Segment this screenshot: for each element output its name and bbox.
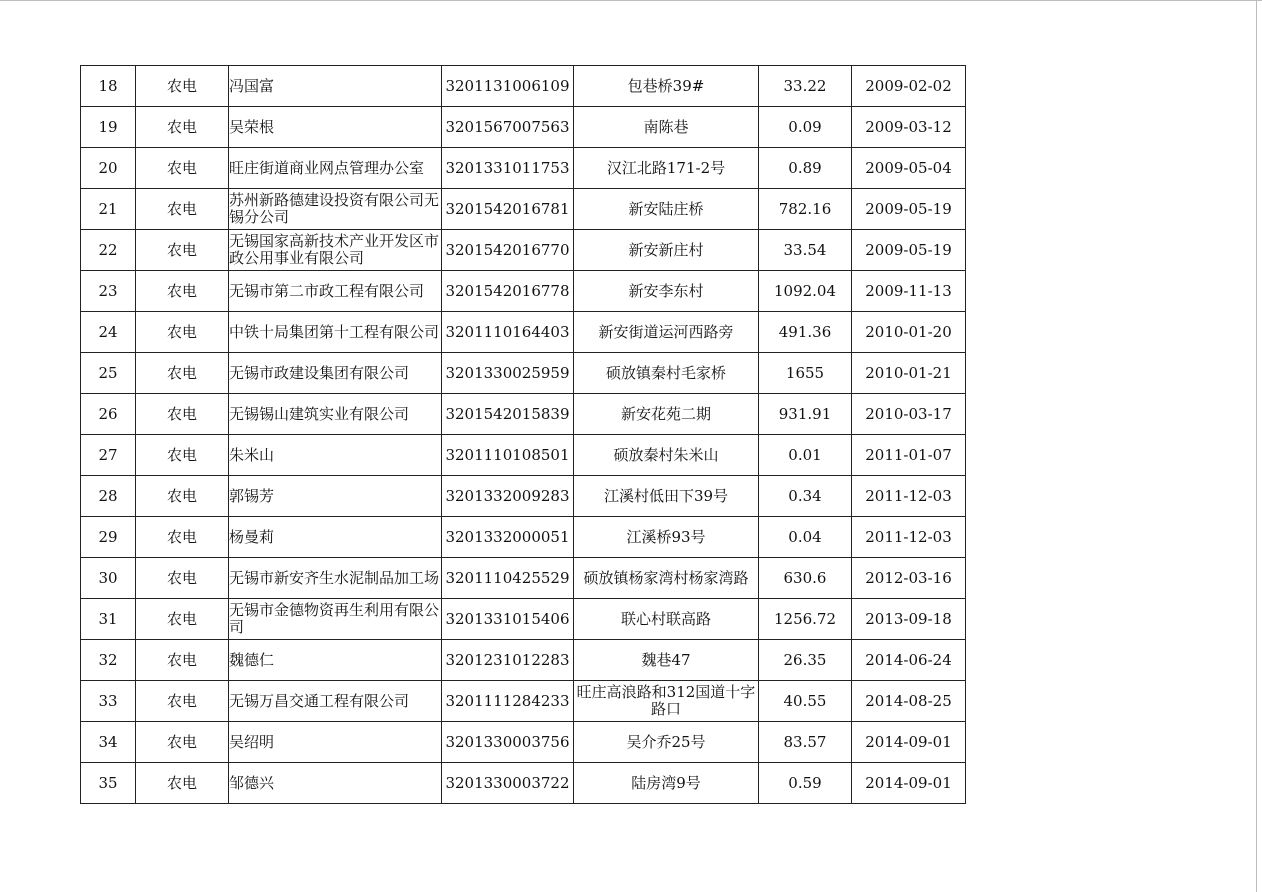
address-cell: 硕放镇秦村毛家桥 [574,353,759,394]
customer-name-cell: 无锡锡山建筑实业有限公司 [229,394,442,435]
amount-cell: 0.04 [759,517,852,558]
customer-name-cell: 郭锡芳 [229,476,442,517]
type-cell: 农电 [136,353,229,394]
date-cell: 2014-09-01 [852,722,966,763]
row-number-cell: 34 [81,722,136,763]
account-number-cell: 3201110425529 [442,558,574,599]
row-number-cell: 18 [81,66,136,107]
amount-cell: 782.16 [759,189,852,230]
table-row [81,722,966,763]
table-row [81,189,966,230]
customer-name-cell: 无锡市金德物资再生利用有限公司 [229,599,442,640]
type-cell: 农电 [136,517,229,558]
page-right-border [1256,0,1257,892]
customer-name-cell: 魏德仁 [229,640,442,681]
date-cell: 2009-11-13 [852,271,966,312]
table-row [81,599,966,640]
customer-name-cell: 冯国富 [229,66,442,107]
row-number-cell: 27 [81,435,136,476]
type-cell: 农电 [136,763,229,804]
type-cell: 农电 [136,230,229,271]
date-cell: 2009-05-19 [852,189,966,230]
amount-cell: 630.6 [759,558,852,599]
account-number-cell: 3201330003722 [442,763,574,804]
type-cell: 农电 [136,189,229,230]
type-cell: 农电 [136,312,229,353]
type-cell: 农电 [136,107,229,148]
account-number-cell: 3201332009283 [442,476,574,517]
address-cell: 联心村联高路 [574,599,759,640]
table-row [81,353,966,394]
table-row [81,476,966,517]
row-number-cell: 26 [81,394,136,435]
address-cell: 江溪桥93号 [574,517,759,558]
address-cell: 新安街道运河西路旁 [574,312,759,353]
row-number-cell: 33 [81,681,136,722]
type-cell: 农电 [136,435,229,476]
address-cell: 新安花苑二期 [574,394,759,435]
table-row [81,312,966,353]
address-cell: 包巷桥39# [574,66,759,107]
date-cell: 2014-06-24 [852,640,966,681]
amount-cell: 0.01 [759,435,852,476]
table-row [81,394,966,435]
row-number-cell: 24 [81,312,136,353]
date-cell: 2009-05-19 [852,230,966,271]
amount-cell: 0.09 [759,107,852,148]
type-cell: 农电 [136,599,229,640]
account-number-cell: 3201542015839 [442,394,574,435]
type-cell: 农电 [136,640,229,681]
address-cell: 硕放秦村朱米山 [574,435,759,476]
amount-cell: 1092.04 [759,271,852,312]
date-cell: 2009-02-02 [852,66,966,107]
amount-cell: 0.89 [759,148,852,189]
account-number-cell: 3201330003756 [442,722,574,763]
address-cell: 吴介乔25号 [574,722,759,763]
address-cell: 新安新庄村 [574,230,759,271]
table-row [81,271,966,312]
customer-name-cell: 苏州新路德建设投资有限公司无锡分公司 [229,189,442,230]
amount-cell: 40.55 [759,681,852,722]
account-number-cell: 3201231012283 [442,640,574,681]
account-number-cell: 3201110164403 [442,312,574,353]
type-cell: 农电 [136,271,229,312]
table-body [81,66,966,804]
amount-cell: 1256.72 [759,599,852,640]
row-number-cell: 20 [81,148,136,189]
table-row [81,681,966,722]
date-cell: 2011-12-03 [852,517,966,558]
row-number-cell: 22 [81,230,136,271]
date-cell: 2010-03-17 [852,394,966,435]
row-number-cell: 31 [81,599,136,640]
address-cell: 硕放镇杨家湾村杨家湾路 [574,558,759,599]
customer-name-cell: 吴绍明 [229,722,442,763]
account-number-cell: 3201111284233 [442,681,574,722]
address-cell: 汉江北路171-2号 [574,148,759,189]
customer-name-cell: 无锡市政建设集团有限公司 [229,353,442,394]
type-cell: 农电 [136,681,229,722]
customer-name-cell: 无锡市第二市政工程有限公司 [229,271,442,312]
account-number-cell: 3201131006109 [442,66,574,107]
amount-cell: 491.36 [759,312,852,353]
type-cell: 农电 [136,148,229,189]
address-cell: 新安李东村 [574,271,759,312]
date-cell: 2014-09-01 [852,763,966,804]
table-row [81,148,966,189]
row-number-cell: 30 [81,558,136,599]
row-number-cell: 32 [81,640,136,681]
table-row [81,230,966,271]
type-cell: 农电 [136,66,229,107]
date-cell: 2011-12-03 [852,476,966,517]
account-number-cell: 3201331015406 [442,599,574,640]
row-number-cell: 35 [81,763,136,804]
customer-name-cell: 无锡市新安齐生水泥制品加工场 [229,558,442,599]
amount-cell: 1655 [759,353,852,394]
table-row [81,107,966,148]
type-cell: 农电 [136,722,229,763]
customer-name-cell: 旺庄街道商业网点管理办公室 [229,148,442,189]
date-cell: 2013-09-18 [852,599,966,640]
account-number-cell: 3201542016770 [442,230,574,271]
type-cell: 农电 [136,476,229,517]
account-number-cell: 3201110108501 [442,435,574,476]
table-row [81,517,966,558]
table-row [81,66,966,107]
page-top-border [0,0,1262,1]
customer-name-cell: 无锡万昌交通工程有限公司 [229,681,442,722]
row-number-cell: 21 [81,189,136,230]
arrears-table [80,65,966,804]
customer-name-cell: 无锡国家高新技术产业开发区市政公用事业有限公司 [229,230,442,271]
customer-name-cell: 杨曼莉 [229,517,442,558]
customer-name-cell: 朱米山 [229,435,442,476]
amount-cell: 33.22 [759,66,852,107]
account-number-cell: 3201331011753 [442,148,574,189]
amount-cell: 0.34 [759,476,852,517]
type-cell: 农电 [136,558,229,599]
address-cell: 南陈巷 [574,107,759,148]
date-cell: 2010-01-21 [852,353,966,394]
date-cell: 2010-01-20 [852,312,966,353]
account-number-cell: 3201567007563 [442,107,574,148]
date-cell: 2014-08-25 [852,681,966,722]
amount-cell: 931.91 [759,394,852,435]
amount-cell: 83.57 [759,722,852,763]
date-cell: 2009-05-04 [852,148,966,189]
customer-name-cell: 中铁十局集团第十工程有限公司 [229,312,442,353]
address-cell: 江溪村低田下39号 [574,476,759,517]
amount-cell: 26.35 [759,640,852,681]
account-number-cell: 3201542016778 [442,271,574,312]
customer-name-cell: 吴荣根 [229,107,442,148]
table-row [81,640,966,681]
table-row [81,435,966,476]
date-cell: 2009-03-12 [852,107,966,148]
amount-cell: 0.59 [759,763,852,804]
account-number-cell: 3201330025959 [442,353,574,394]
date-cell: 2012-03-16 [852,558,966,599]
row-number-cell: 25 [81,353,136,394]
row-number-cell: 28 [81,476,136,517]
row-number-cell: 19 [81,107,136,148]
row-number-cell: 23 [81,271,136,312]
account-number-cell: 3201332000051 [442,517,574,558]
account-number-cell: 3201542016781 [442,189,574,230]
customer-name-cell: 邹德兴 [229,763,442,804]
amount-cell: 33.54 [759,230,852,271]
date-cell: 2011-01-07 [852,435,966,476]
type-cell: 农电 [136,394,229,435]
address-cell: 魏巷47 [574,640,759,681]
address-cell: 旺庄高浪路和312国道十字路口 [574,681,759,722]
address-cell: 陆房湾9号 [574,763,759,804]
table-row [81,558,966,599]
address-cell: 新安陆庄桥 [574,189,759,230]
row-number-cell: 29 [81,517,136,558]
table-row [81,763,966,804]
